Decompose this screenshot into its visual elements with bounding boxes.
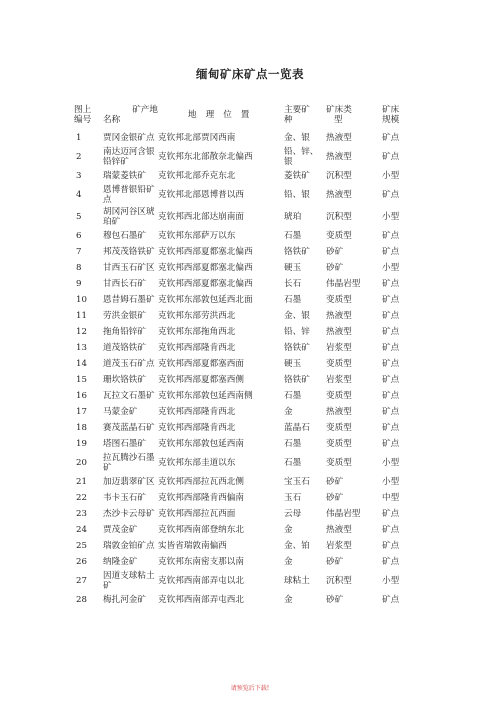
table-row	[74, 538, 424, 554]
cell-mineral: 金	[284, 595, 293, 605]
cell-type: 变质型	[326, 231, 352, 241]
cell-scale: 矿点	[382, 247, 400, 257]
cell-type: 砂矿	[326, 557, 344, 567]
cell-location: 克钦邦西部隆肯西北	[158, 407, 236, 417]
cell-location: 克钦邦东部萨万以东	[158, 231, 236, 241]
cell-mineral: 长石	[284, 279, 302, 289]
cell-scale: 小型	[382, 212, 400, 222]
cell-mineral: 铅、锌	[284, 327, 310, 337]
cell-type: 伟晶岩型	[326, 509, 361, 519]
cell-name: 邦茂茂铬铁矿	[103, 247, 155, 257]
cell-mineral: 铬铁矿	[284, 247, 310, 257]
cell-mineral: 云母	[284, 509, 302, 519]
table-row	[74, 292, 424, 308]
cell-name: 贾冈金银矿点	[103, 133, 155, 143]
cell-scale: 矿点	[382, 133, 400, 143]
cell-name: 拖角铅锌矿	[103, 327, 146, 337]
cell-type: 热液型	[326, 327, 352, 337]
cell-type: 变质型	[326, 295, 352, 305]
cell-no: 15	[76, 375, 87, 385]
table-row	[74, 592, 424, 608]
cell-scale: 矿点	[382, 525, 400, 535]
cell-scale: 矿点	[382, 541, 400, 551]
table-row	[74, 184, 424, 206]
table-row	[74, 260, 424, 276]
cell-type: 伟晶岩型	[326, 279, 361, 289]
cell-scale: 矿点	[382, 343, 400, 353]
cell-name: 瑞敦金铂矿点	[103, 541, 155, 551]
table-row	[74, 420, 424, 436]
cell-mineral: 菱铁矿	[284, 171, 310, 181]
cell-name: 加迈翡翠矿区	[103, 477, 155, 487]
cell-mineral: 石墨	[284, 391, 302, 401]
cell-mineral: 金	[284, 557, 293, 567]
cell-location: 克钦邦西部夏都塞北偏西	[158, 279, 253, 289]
cell-mineral: 铅、银	[284, 190, 310, 200]
cell-name: 马蒙金矿	[103, 407, 138, 417]
table-row	[74, 554, 424, 570]
cell-no: 21	[76, 477, 87, 487]
cell-location: 克钦邦东南密支那以南	[158, 557, 244, 567]
cell-location: 克钦邦西北部达崩南面	[158, 212, 244, 222]
cell-no: 19	[76, 439, 87, 449]
cell-no: 14	[76, 359, 87, 369]
cell-no: 10	[76, 295, 87, 305]
cell-mineral: 石墨	[284, 231, 302, 241]
cell-no: 7	[76, 247, 82, 257]
cell-mineral: 铅、锌、银	[284, 147, 319, 167]
cell-no: 27	[76, 576, 87, 586]
cell-type: 热液型	[326, 407, 352, 417]
cell-type: 变质型	[326, 359, 352, 369]
header-name: 矿产地 名称	[103, 105, 158, 125]
cell-scale: 中型	[382, 493, 400, 503]
cell-scale: 矿点	[382, 311, 400, 321]
table-row	[74, 474, 424, 490]
cell-location: 克钦邦北部恩博普以西	[158, 190, 244, 200]
cell-type: 热液型	[326, 190, 352, 200]
cell-name: 纳隆金矿	[103, 557, 138, 567]
cell-no: 4	[76, 190, 82, 200]
cell-mineral: 球粘土	[284, 576, 310, 586]
cell-scale: 矿点	[382, 190, 400, 200]
table-row	[74, 522, 424, 538]
cell-type: 变质型	[326, 439, 352, 449]
header-location: 地理位置	[188, 110, 259, 120]
cell-type: 砂矿	[326, 595, 344, 605]
cell-location: 克钦邦东部拖角西北	[158, 327, 236, 337]
cell-mineral: 金、银	[284, 133, 310, 143]
cell-location: 克钦邦北部贾冈西南	[158, 133, 236, 143]
cell-location: 实皆省瑞敦南偏西	[158, 541, 227, 551]
cell-no: 22	[76, 493, 87, 503]
table-header-row	[74, 100, 424, 130]
cell-mineral: 金、银	[284, 311, 310, 321]
cell-no: 11	[76, 311, 87, 321]
cell-name: 塔图石墨矿	[103, 439, 146, 449]
cell-no: 23	[76, 509, 87, 519]
table-row	[74, 506, 424, 522]
table-row	[74, 356, 424, 372]
cell-location: 克钦邦东北部散奈北偏西	[158, 152, 253, 162]
cell-no: 9	[76, 279, 82, 289]
cell-scale: 矿点	[382, 231, 400, 241]
cell-name: 瑞蒙菱铁矿	[103, 171, 146, 181]
cell-type: 热液型	[326, 133, 352, 143]
cell-mineral: 琥珀	[284, 212, 302, 222]
cell-scale: 矿点	[382, 295, 400, 305]
cell-no: 25	[76, 541, 87, 551]
cell-mineral: 金、铂	[284, 541, 310, 551]
cell-type: 砂矿	[326, 493, 344, 503]
cell-location: 克钦邦西南部弄屯西北	[158, 595, 244, 605]
cell-location: 克钦邦北部乔克东北	[158, 171, 236, 181]
cell-type: 岩浆型	[326, 375, 352, 385]
cell-mineral: 金	[284, 407, 293, 417]
cell-name: 贾茂金矿	[103, 525, 138, 535]
deposits-table	[74, 100, 424, 608]
cell-mineral: 玉石	[284, 493, 302, 503]
cell-no: 26	[76, 557, 87, 567]
cell-name: 梅扎河金矿	[103, 595, 146, 605]
cell-mineral: 金	[284, 525, 293, 535]
header-mineral: 主要矿 种	[284, 105, 310, 125]
cell-location: 克钦邦西部拉瓦西面	[158, 509, 236, 519]
cell-no: 24	[76, 525, 87, 535]
cell-mineral: 宝玉石	[284, 477, 310, 487]
cell-no: 2	[76, 152, 82, 162]
cell-location: 克钦邦东部劳洪西北	[158, 311, 236, 321]
cell-scale: 矿点	[382, 152, 400, 162]
cell-no: 3	[76, 171, 82, 181]
cell-type: 沉积型	[326, 212, 352, 222]
cell-mineral: 石墨	[284, 439, 302, 449]
cell-type: 热液型	[326, 152, 352, 162]
cell-type: 砂矿	[326, 247, 344, 257]
cell-scale: 小型	[382, 263, 400, 273]
cell-location: 克钦邦西部隆肯西北	[158, 423, 236, 433]
cell-location: 克钦邦西部拉瓦西北侧	[158, 477, 244, 487]
cell-name: 恩昔姆石墨矿	[103, 295, 155, 305]
cell-scale: 矿点	[382, 595, 400, 605]
cell-no: 28	[76, 595, 87, 605]
table-row	[74, 206, 424, 228]
cell-scale: 矿点	[382, 327, 400, 337]
cell-location: 克钦邦西南部登纳东北	[158, 525, 244, 535]
cell-name: 劳洪金银矿	[103, 311, 146, 321]
cell-location: 克钦邦东部敦包延西北面	[158, 295, 253, 305]
table-row	[74, 452, 424, 474]
cell-mineral: 硬玉	[284, 359, 302, 369]
cell-scale: 矿点	[382, 557, 400, 567]
cell-name: 道茂玉石矿点	[103, 359, 155, 369]
cell-name: 瓦拉文石墨矿	[103, 391, 155, 401]
page-title: 缅甸矿床矿点一览表	[196, 67, 304, 81]
cell-location: 克钦邦西部夏都塞西侧	[158, 375, 244, 385]
header-scale: 矿床 规模	[382, 105, 400, 125]
cell-no: 5	[76, 212, 82, 222]
header-type: 矿床类 型	[326, 105, 352, 125]
cell-mineral: 石墨	[284, 295, 302, 305]
cell-name: 道茂铬铁矿	[103, 343, 146, 353]
cell-name: 珊坎铬铁矿	[103, 375, 146, 385]
table-row	[74, 168, 424, 184]
table-row	[74, 490, 424, 506]
cell-scale: 小型	[382, 171, 400, 181]
table-row	[74, 130, 424, 146]
cell-name: 穆包石墨矿	[103, 231, 146, 241]
table-row	[74, 228, 424, 244]
cell-no: 12	[76, 327, 87, 337]
cell-name: 杰沙卡云母矿	[103, 509, 155, 519]
cell-no: 8	[76, 263, 82, 273]
cell-location: 克钦邦西部夏都塞西面	[158, 359, 244, 369]
cell-no: 20	[76, 458, 87, 468]
table-row	[74, 308, 424, 324]
cell-no: 1	[76, 133, 82, 143]
table-row	[74, 436, 424, 452]
cell-type: 变质型	[326, 391, 352, 401]
cell-scale: 矿点	[382, 375, 400, 385]
table-row	[74, 146, 424, 168]
cell-type: 砂矿	[326, 263, 344, 273]
cell-type: 变质型	[326, 423, 352, 433]
table-row	[74, 244, 424, 260]
cell-mineral: 铬铁矿	[284, 343, 310, 353]
cell-scale: 矿点	[382, 279, 400, 289]
cell-location: 克钦邦西部隆肯西北	[158, 343, 236, 353]
cell-location: 克钦邦东部敦包延西南	[158, 439, 244, 449]
table-row	[74, 570, 424, 592]
cell-scale: 小型	[382, 576, 400, 586]
cell-scale: 矿点	[382, 391, 400, 401]
cell-type: 岩浆型	[326, 343, 352, 353]
table-row	[74, 340, 424, 356]
cell-type: 热液型	[326, 311, 352, 321]
cell-type: 岩浆型	[326, 541, 352, 551]
cell-no: 13	[76, 343, 87, 353]
cell-location: 克钦邦东部敦包延西南侧	[158, 391, 253, 401]
cell-location: 克钦邦西部夏都塞北偏西	[158, 263, 253, 273]
cell-scale: 矿点	[382, 439, 400, 449]
cell-name: 恩博普银铅矿点	[103, 185, 155, 205]
cell-mineral: 硬玉	[284, 263, 302, 273]
cell-mineral: 铬铁矿	[284, 375, 310, 385]
cell-name: 拉瓦腾沙石墨矿	[103, 453, 155, 473]
cell-scale: 矿点	[382, 407, 400, 417]
cell-type: 变质型	[326, 458, 352, 468]
cell-type: 沉积型	[326, 171, 352, 181]
cell-mineral: 石墨	[284, 458, 302, 468]
cell-no: 18	[76, 423, 87, 433]
cell-no: 16	[76, 391, 87, 401]
table-row	[74, 372, 424, 388]
cell-scale: 小型	[382, 477, 400, 487]
table-row	[74, 276, 424, 292]
table-row	[74, 324, 424, 340]
cell-name: 甘西玉石矿区	[103, 263, 155, 273]
cell-type: 沉积型	[326, 576, 352, 586]
cell-name: 赛茂蓝晶石矿	[103, 423, 155, 433]
cell-location: 克钦邦东部圭道以东	[158, 458, 236, 468]
cell-type: 热液型	[326, 525, 352, 535]
table-row	[74, 388, 424, 404]
cell-name: 韦卡玉石矿	[103, 493, 146, 503]
cell-mineral: 蓝晶石	[284, 423, 310, 433]
cell-name: 甘西长石矿	[103, 279, 146, 289]
header-no: 图上 编号	[74, 105, 92, 125]
cell-location: 克钦邦西部夏都塞北偏西	[158, 247, 253, 257]
cell-no: 6	[76, 231, 82, 241]
cell-scale: 矿点	[382, 423, 400, 433]
cell-type: 砂矿	[326, 477, 344, 487]
table-row	[74, 404, 424, 420]
cell-scale: 矿点	[382, 509, 400, 519]
cell-no: 17	[76, 407, 87, 417]
footer-note: 请预览后下载!	[230, 685, 270, 692]
cell-scale: 小型	[382, 458, 400, 468]
cell-name: 因道支球粘土矿	[103, 571, 155, 591]
cell-name: 南达迈河含银铅锌矿	[103, 147, 155, 167]
cell-scale: 矿点	[382, 359, 400, 369]
cell-name: 胡冈河谷区琥珀矿	[103, 207, 155, 227]
cell-location: 克钦邦西南部弄屯以北	[158, 576, 244, 586]
cell-location: 克钦邦西部隆肯西偏南	[158, 493, 244, 503]
